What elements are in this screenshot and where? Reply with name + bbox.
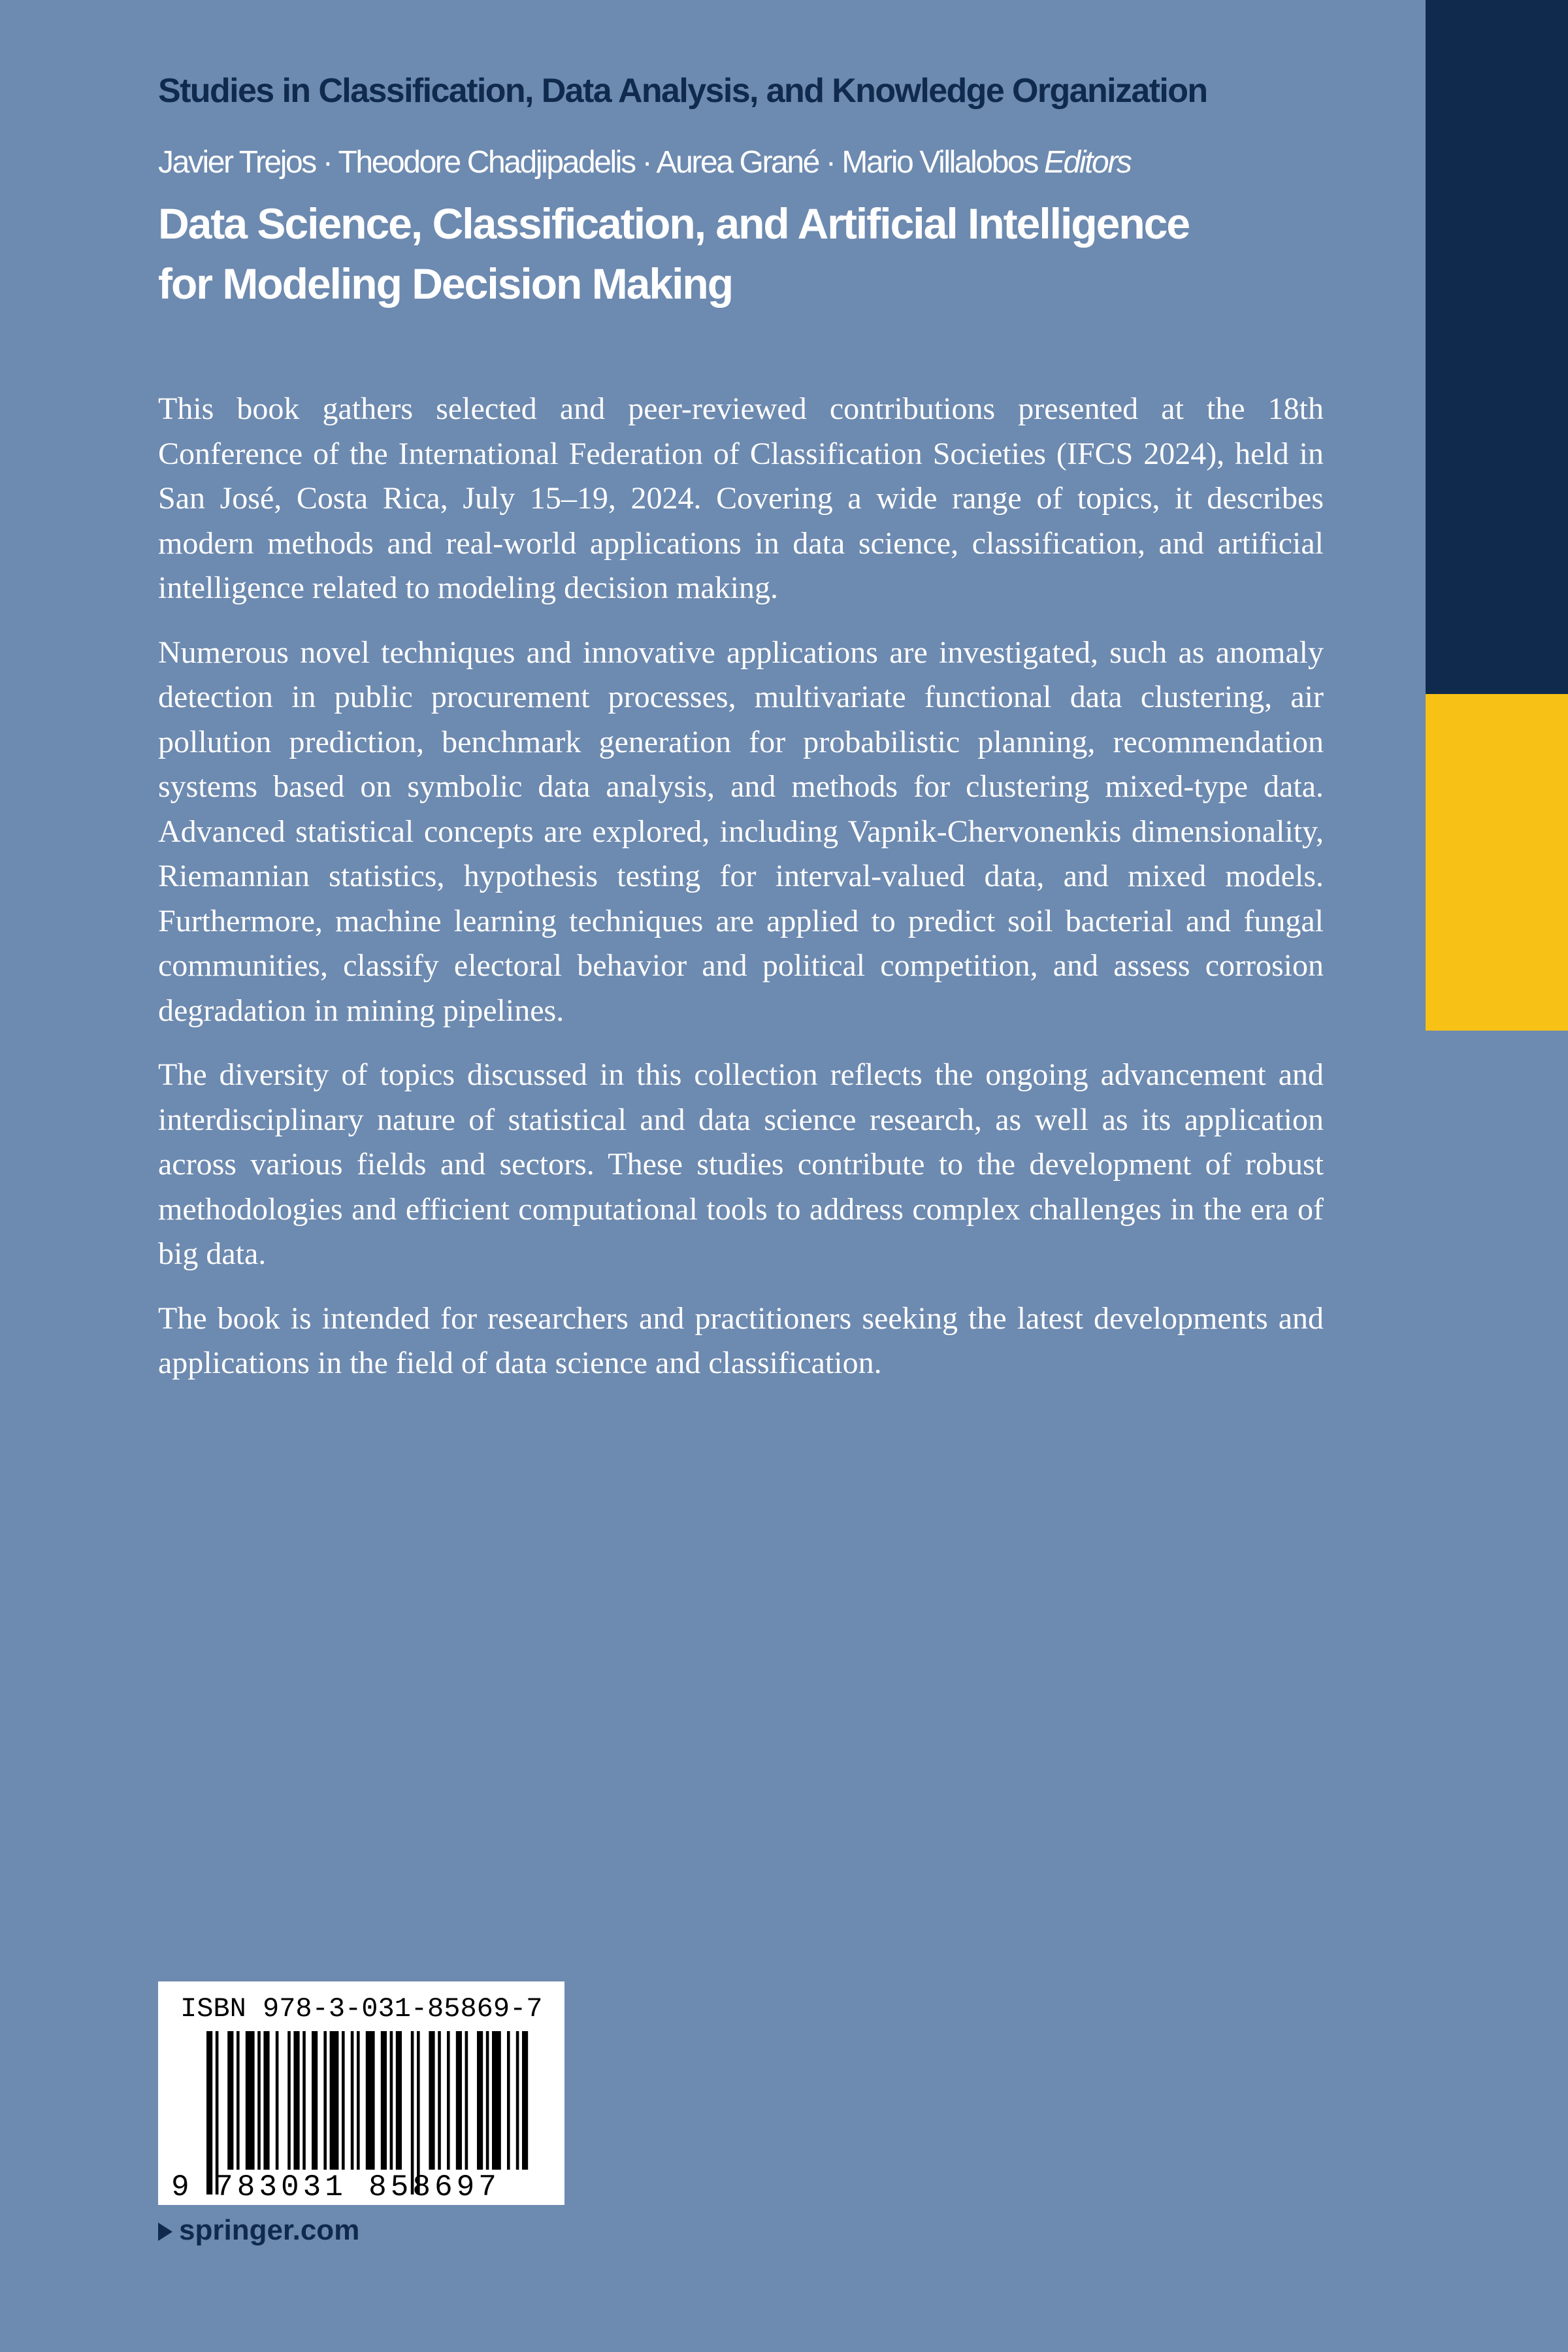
barcode-bar bbox=[447, 2031, 450, 2170]
series-title: Studies in Classification, Data Analysis, and Knowledge Organization bbox=[158, 72, 1207, 110]
barcode-bar bbox=[276, 2031, 279, 2170]
cover-stripe-navy bbox=[1426, 0, 1568, 694]
isbn-barcode bbox=[158, 1981, 564, 2205]
publisher-link[interactable] bbox=[158, 2211, 359, 2250]
barcode-icon bbox=[158, 1981, 564, 2205]
barcode-bar bbox=[522, 2031, 528, 2170]
barcode-bar bbox=[390, 2031, 393, 2170]
barcode-bar bbox=[396, 2031, 402, 2170]
book-title-line-2: for Modeling Decision Making bbox=[158, 259, 733, 308]
barcode-bar bbox=[330, 2031, 339, 2170]
book-title bbox=[158, 193, 1367, 314]
editor-names: Javier Trejos · Theodore Chadjipadelis · Aurea Grané · Mario Villalobos bbox=[158, 145, 1037, 180]
barcode-bar bbox=[465, 2031, 468, 2170]
barcode-bar bbox=[351, 2031, 354, 2170]
barcode-bar bbox=[366, 2031, 375, 2170]
barcode-bar bbox=[477, 2031, 483, 2170]
barcode-bar bbox=[246, 2031, 255, 2170]
barcode-bar bbox=[263, 2031, 269, 2170]
barcode-bar bbox=[227, 2031, 233, 2170]
barcode-bar bbox=[507, 2031, 510, 2170]
barcode-bar bbox=[237, 2031, 240, 2170]
editors-line bbox=[158, 140, 1367, 186]
barcode-bar bbox=[516, 2031, 519, 2170]
barcode-bar bbox=[381, 2031, 387, 2170]
blurb-paragraph: The book is intended for researchers and practitioners seeking the latest developments and applications in the field of data science and classification. bbox=[158, 1300, 1324, 1380]
barcode-bar bbox=[206, 2031, 212, 2195]
barcode-bar bbox=[342, 2031, 345, 2170]
isbn-label: ISBN 978-3-031-85869-7 bbox=[180, 1993, 543, 2025]
cover-stripe-yellow bbox=[1426, 694, 1568, 1031]
barcode-bar bbox=[429, 2031, 434, 2170]
book-title-line-1: Data Science, Classification, and Artificial Intelligence bbox=[158, 199, 1190, 248]
publisher-website: springer.com bbox=[179, 2214, 360, 2246]
editors-role: Editors bbox=[1043, 145, 1131, 180]
blurb-paragraph: Numerous novel techniques and innovative applications are investigated, such as anomaly detection in public procurement processes, multivariate functional data clustering, air pollution prediction, benchmark generation for probabilistic planning, recommendation systems based on symbolic data analysis, and methods for clustering mixed-type data. Advanced statistical concepts are explored, including Vapnik-Chervonenkis dimensionality, Riemannian statistics, hypothesis testing for interval-valued data, and mixed models. Furthermore, machine learning techniques are applied to predict soil bacterial and fungal communities, classify electoral behavior and political competition, and assess corrosion degradation in mining pipelines. bbox=[158, 635, 1324, 1028]
barcode-bar bbox=[302, 2031, 306, 2170]
barcode-bar bbox=[357, 2031, 360, 2170]
blurb-paragraph: The diversity of topics discussed in this collection reflects the ongoing advancement and interdisciplinary nature of statistical and data science research, as well as its application across various fields and sectors. These studies contribute to the development of robust methodologies and efficient computational tools to address complex challenges in the era of big data. bbox=[158, 1057, 1324, 1271]
blurb-paragraph: This book gathers selected and peer-reviewed contributions presented at the 18th Conference of the International Federation of Classification Societies (IFCS 2024), held in San José, Costa Rica, July 15–19, 2024. Covering a wide range of topics, it describes modern methods and real-world applications in data science, classification, and artificial intelligence related to modeling decision making. bbox=[158, 391, 1324, 605]
barcode-bar bbox=[312, 2031, 318, 2170]
triangle-arrow-icon bbox=[158, 2223, 172, 2241]
blurb bbox=[158, 387, 1324, 1406]
barcode-bar bbox=[486, 2031, 489, 2170]
barcode-bar bbox=[287, 2031, 291, 2170]
barcode-bar bbox=[492, 2031, 501, 2170]
barcode-bar bbox=[323, 2031, 327, 2170]
barcode-digit-prefix: 9 bbox=[171, 2170, 189, 2204]
barcode-bar bbox=[293, 2031, 299, 2170]
barcode-bar bbox=[257, 2031, 261, 2170]
barcode-bar bbox=[456, 2031, 462, 2170]
barcode-digits-left: 783031 bbox=[215, 2170, 347, 2204]
barcode-bar bbox=[438, 2031, 441, 2170]
barcode-digits-right: 858697 bbox=[368, 2170, 500, 2204]
